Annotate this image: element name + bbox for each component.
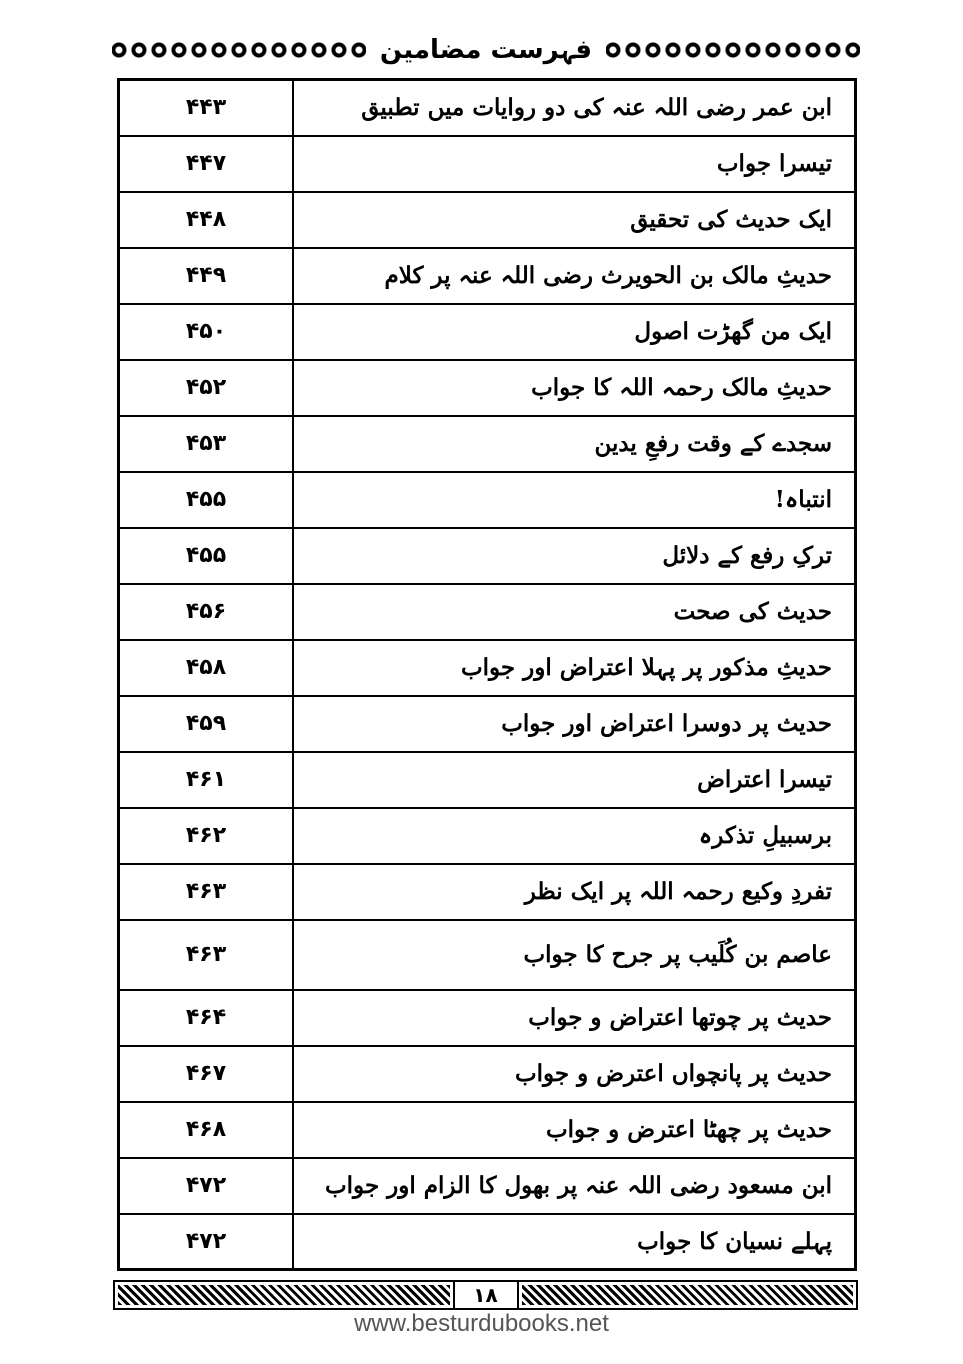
toc-page-number: ۴۶۲ [119,808,294,864]
toc-page-number: ۴۶۸ [119,1102,294,1158]
toc-entry-title: حدیث پر پانچواں اعترض و جواب [293,1046,856,1102]
toc-row [119,472,856,528]
page-footer [113,1280,858,1310]
toc-entry-title: حدیثِ مالک بن الحویرث رضی اللہ عنہ پر کلام [293,248,856,304]
toc-page-number: ۴۴۳ [119,80,294,136]
toc-entry-title: تیسرا اعتراض [293,752,856,808]
toc-entry-title: ابن مسعود رضی اللہ عنہ پر بھول کا الزام اور جواب [293,1158,856,1214]
toc-page-number: ۴۵۰ [119,304,294,360]
page-title: فہرست مضامین [379,35,593,65]
toc-entry-title: تفردِ وکیع رحمہ اللہ پر ایک نظر [293,864,856,920]
toc-row [119,864,856,920]
toc-row [119,416,856,472]
toc-row [119,360,856,416]
toc-entry-title: حدیث کی صحت [293,584,856,640]
toc-page-number: ۴۵۵ [119,528,294,584]
toc-page-number: ۴۵۸ [119,640,294,696]
toc-page-number: ۴۶۳ [119,864,294,920]
toc-page-number: ۴۴۸ [119,192,294,248]
toc-entry-title: عاصم بن کُلَیب پر جرح کا جواب [293,920,856,990]
toc-body [119,80,856,1270]
toc-entry-title: حدیث پر دوسرا اعتراض اور جواب [293,696,856,752]
toc-row [119,1102,856,1158]
website-url: www.besturdubooks.net [354,1310,609,1337]
toc-row [119,584,856,640]
toc-entry-title: حدیثِ مالک رحمہ اللہ کا جواب [293,360,856,416]
toc-entry-title: سجدے کے وقت رفعِ یدین [293,416,856,472]
toc-entry-title: ابن عمر رضی اللہ عنہ کی دو روایات میں تطبیق [293,80,856,136]
header-ornament-right [606,37,860,63]
toc-page-number: ۴۷۲ [119,1158,294,1214]
footer-page-number: ۱۸ [453,1282,519,1308]
toc-entry-title: حدیث پر چھٹا اعترض و جواب [293,1102,856,1158]
toc-entry-title: برسبیلِ تذکرہ [293,808,856,864]
toc-page-number: ۴۷۲ [119,1214,294,1270]
toc-page-number: ۴۴۷ [119,136,294,192]
toc-row [119,1158,856,1214]
toc-entry-title: انتباہ! [293,472,856,528]
toc-row [119,640,856,696]
footer-ornament-right [522,1285,854,1305]
toc-row [119,192,856,248]
toc-row [119,752,856,808]
toc-page-number: ۴۵۵ [119,472,294,528]
page-header [112,30,860,70]
toc-row [119,80,856,136]
toc-row [119,920,856,990]
header-ornament-left [112,37,366,63]
toc-entry-title: تیسرا جواب [293,136,856,192]
toc-page-number: ۴۶۱ [119,752,294,808]
table-of-contents [117,78,857,1271]
toc-page-number: ۴۵۲ [119,360,294,416]
toc-row [119,528,856,584]
footer-ornament-left [118,1285,450,1305]
toc-row [119,990,856,1046]
toc-entry-title: ترکِ رفع کے دلائل [293,528,856,584]
toc-row [119,136,856,192]
toc-row [119,696,856,752]
toc-entry-title: حدیثِ مذکور پر پہلا اعتراض اور جواب [293,640,856,696]
toc-entry-title: حدیث پر چوتھا اعتراض و جواب [293,990,856,1046]
toc-entry-title: ایک حدیث کی تحقیق [293,192,856,248]
toc-page-number: ۴۶۷ [119,1046,294,1102]
toc-row [119,1046,856,1102]
toc-page-number: ۴۵۶ [119,584,294,640]
toc-row [119,808,856,864]
toc-row [119,248,856,304]
toc-page-number: ۴۴۹ [119,248,294,304]
toc-entry-title: ایک من گھڑت اصول [293,304,856,360]
toc-row [119,304,856,360]
toc-page-number: ۴۶۳ [119,920,294,990]
toc-page-number: ۴۵۳ [119,416,294,472]
toc-page-number: ۴۵۹ [119,696,294,752]
toc-row [119,1214,856,1270]
toc-entry-title: پہلے نسیان کا جواب [293,1214,856,1270]
toc-page-number: ۴۶۴ [119,990,294,1046]
